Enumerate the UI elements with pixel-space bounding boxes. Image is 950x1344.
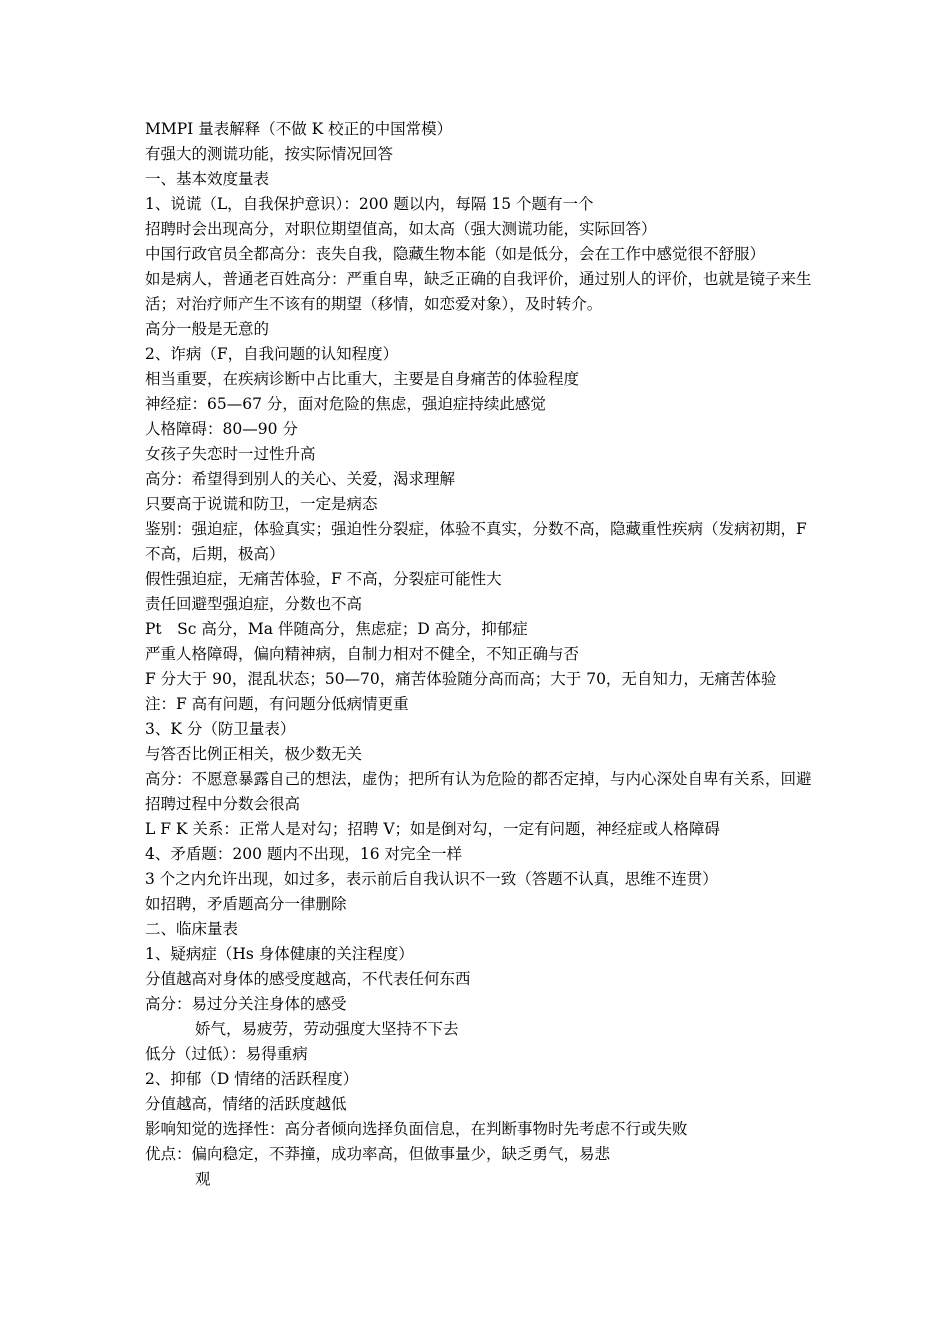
- text-line: 严重人格障碍，偏向精神病，自制力相对不健全，不知正确与否: [145, 645, 580, 663]
- text-line: 招聘时会出现高分，对职位期望值高，如太高（强大测谎功能，实际回答）: [145, 220, 657, 238]
- text-line: 3 个之内允许出现，如过多，表示前后自我认识不一致（答题不认真，思维不连贯）: [145, 870, 718, 888]
- text-line: 高分：不愿意暴露自己的想法，虚伪；把所有认为危险的都否定掉，与内心深处自卑有关系，回避: [145, 770, 812, 788]
- text-line: 只要高于说谎和防卫，一定是病态: [145, 495, 378, 513]
- text-line: 如招聘，矛盾题高分一律删除: [145, 895, 347, 913]
- indented-text-line: 观: [195, 1170, 211, 1188]
- document-body: [145, 117, 825, 1192]
- subsection-heading: 3、K 分（防卫量表）: [145, 720, 296, 738]
- indented-text-line: 娇气，易疲劳，劳动强度大坚持不下去: [195, 1020, 459, 1038]
- text-line: Pt Sc 高分，Ma 伴随高分，焦虑症；D 高分，抑郁症: [145, 620, 528, 638]
- subsection-heading: 2、抑郁（D 情绪的活跃程度）: [145, 1070, 359, 1088]
- text-line: 如是病人，普通老百姓高分：严重自卑，缺乏正确的自我评价，通过别人的评价，也就是镜子来生活；对治疗师产生不该有的期望（移情，如恋爱对象），及时转介。: [145, 270, 812, 313]
- subsection-heading: 1、说谎（L，自我保护意识）：200 题以内，每隔 15 个题有一个: [145, 195, 594, 213]
- section-heading: 二、临床量表: [145, 920, 239, 938]
- subsection-heading: 4、矛盾题：200 题内不出现，16 对完全一样: [145, 845, 463, 863]
- text-line: 优点：偏向稳定，不莽撞，成功率高，但做事量少，缺乏勇气，易悲: [145, 1145, 611, 1163]
- text-line: 神经症：65—67 分，面对危险的焦虑，强迫症持续此感觉: [145, 395, 546, 413]
- text-line: 人格障碍：80—90 分: [145, 420, 298, 438]
- subsection-heading: 1、疑病症（Hs 身体健康的关注程度）: [145, 945, 414, 963]
- text-line: 影响知觉的选择性：高分者倾向选择负面信息，在判断事物时先考虑不行或失败: [145, 1120, 688, 1138]
- text-line: 分值越高对身体的感受度越高，不代表任何东西: [145, 970, 471, 988]
- text-line: 与答否比例正相关，极少数无关: [145, 745, 363, 763]
- section-heading: 一、基本效度量表: [145, 170, 270, 188]
- text-line: 注：F 高有问题，有问题分低病情更重: [145, 695, 409, 713]
- text-line: 责任回避型强迫症，分数也不高: [145, 595, 363, 613]
- text-line: 低分（过低）：易得重病: [145, 1045, 308, 1063]
- text-line: 有强大的测谎功能，按实际情况回答: [145, 145, 394, 163]
- text-line: L F K 关系：正常人是对勾；招聘 V；如是倒对勾，一定有问题，神经症或人格障碍: [145, 820, 721, 838]
- text-line: 分值越高，情绪的活跃度越低: [145, 1095, 347, 1113]
- text-line: 女孩子失恋时一过性升高: [145, 445, 316, 463]
- document-title: MMPI 量表解释（不做 K 校正的中国常模）: [145, 120, 453, 138]
- text-line: 相当重要，在疾病诊断中占比重大，主要是自身痛苦的体验程度: [145, 370, 580, 388]
- text-line: 假性强迫症，无痛苦体验，F 不高，分裂症可能性大: [145, 570, 502, 588]
- text-line: F 分大于 90，混乱状态；50—70，痛苦体验随分高而高；大于 70，无自知力，无痛苦体验: [145, 670, 777, 688]
- text-line: 中国行政官员全都高分：丧失自我，隐藏生物本能（如是低分，会在工作中感觉很不舒服）: [145, 245, 766, 263]
- text-line: 高分：希望得到别人的关心、关爱，渴求理解: [145, 470, 456, 488]
- text-line: 招聘过程中分数会很高: [145, 795, 301, 813]
- text-line: 鉴别：强迫症，体验真实；强迫性分裂症，体验不真实，分数不高，隐藏重性疾病（发病初期，F 不高，后期，极高）: [145, 520, 807, 563]
- text-line: 高分一般是无意的: [145, 320, 270, 338]
- subsection-heading: 2、诈病（F，自我问题的认知程度）: [145, 345, 399, 363]
- text-line: 高分：易过分关注身体的感受: [145, 995, 347, 1013]
